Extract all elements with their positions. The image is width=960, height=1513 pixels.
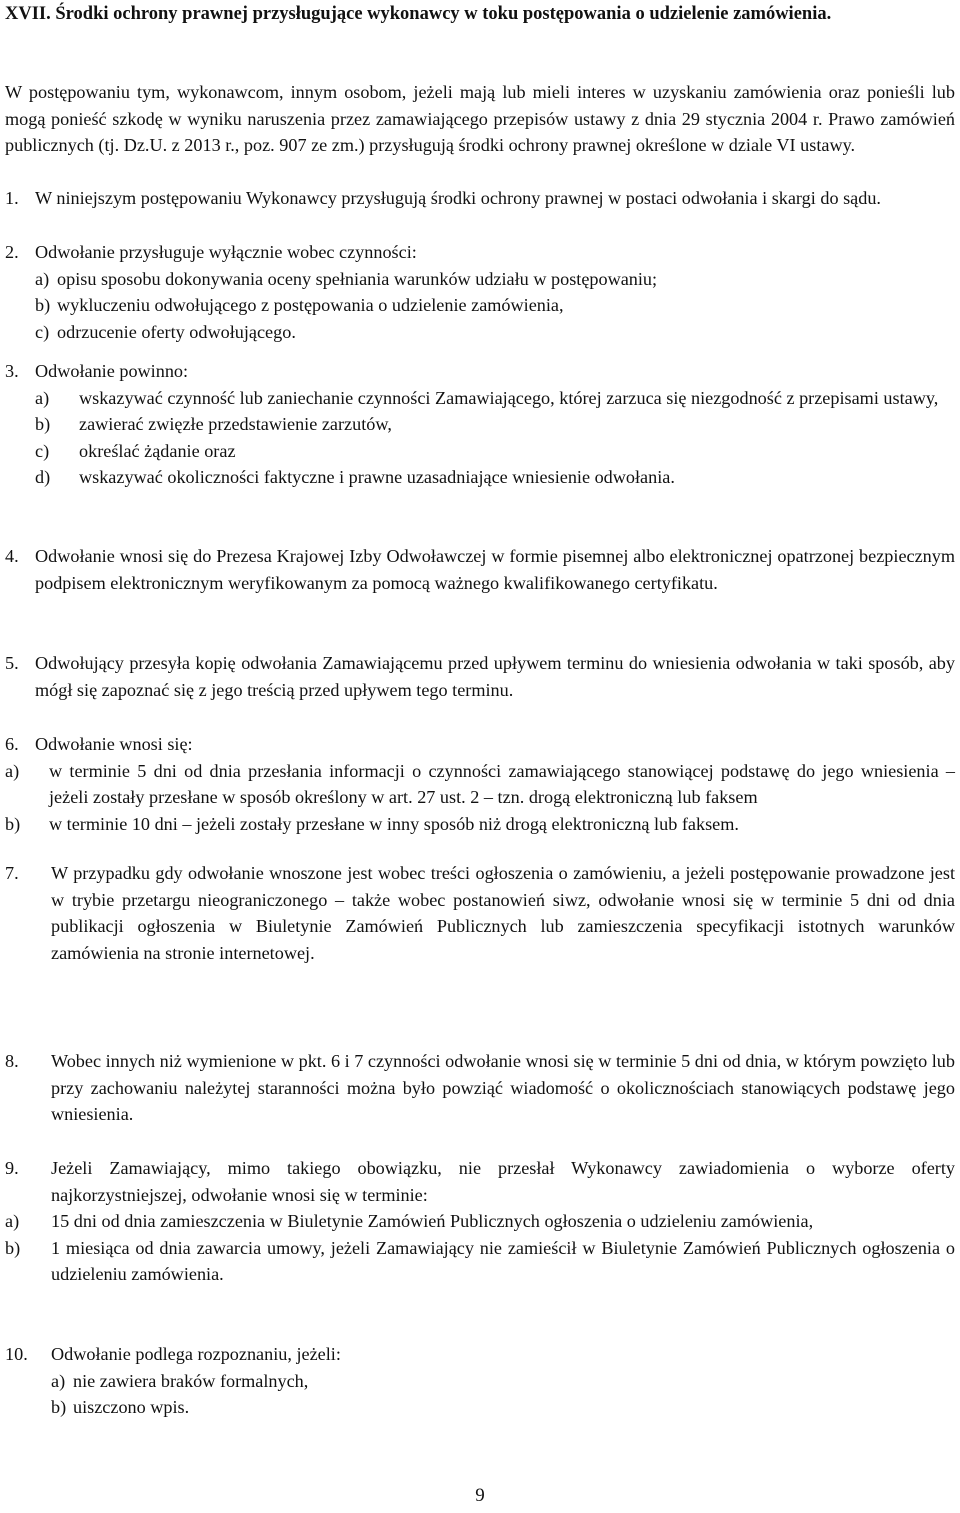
- sub-label: a): [35, 268, 50, 289]
- sub-text: wykluczeniu odwołującego z postępowania o udzielenie zamówienia,: [57, 295, 564, 315]
- item-number: 2.: [5, 242, 19, 262]
- list-item-7: [5, 860, 955, 966]
- item-number: 6.: [5, 734, 19, 754]
- sub-label: c): [35, 321, 50, 342]
- item-text: Odwołanie powinno:: [35, 361, 189, 381]
- sub-item: [35, 438, 955, 465]
- list-item-8: [5, 1048, 955, 1128]
- list-item-9: [5, 1155, 955, 1288]
- item-number: 9.: [5, 1158, 19, 1178]
- sub-label: a): [35, 387, 50, 408]
- item-number: 10.: [5, 1344, 28, 1364]
- sub-item: [35, 411, 955, 438]
- list-item-4: [5, 543, 955, 596]
- list-item-2: [5, 239, 955, 345]
- item-number: 1.: [5, 188, 19, 208]
- sub-item: [51, 1368, 955, 1395]
- sub-item: [35, 464, 955, 491]
- sub-label: d): [35, 467, 51, 487]
- sub-list: [5, 1368, 955, 1421]
- item-text: Wobec innych niż wymienione w pkt. 6 i 7 czynności odwołanie wnosi się w terminie 5 dni od dnia, w którym powzięto lub przy zachowaniu należytej staranności można było powziąć wiadomość o okolicznościach stanowiących podstawę jego wniesienia.: [51, 1051, 955, 1124]
- sub-text: odrzucenie oferty odwołującego.: [57, 321, 296, 342]
- item-text: Odwołanie podlega rozpoznaniu, jeżeli:: [51, 1344, 341, 1364]
- item-text: Odwołanie wnosi się do Prezesa Krajowej Izby Odwoławczej w formie pisemnej albo elektronicznej opatrzonej bezpiecznym podpisem elektronicznym weryfikowanym za pomocą ważnego kwalifikowanego certyfikatu.: [35, 546, 955, 593]
- item-text: W niniejszym postępowaniu Wykonawcy przysługują środki ochrony prawnej w postaci odwołania i skargi do sądu.: [35, 188, 881, 208]
- item-number: 8.: [5, 1051, 19, 1071]
- sub-item: [35, 385, 955, 412]
- sub-label: b): [5, 813, 21, 834]
- list-item-10: [5, 1341, 955, 1421]
- list-item-5: [5, 650, 955, 703]
- sub-item: [5, 758, 955, 811]
- sub-item: [5, 1208, 955, 1235]
- item-number: 5.: [5, 653, 19, 673]
- sub-text: wskazywać okoliczności faktyczne i prawne uzasadniające wniesienie odwołania.: [79, 467, 675, 487]
- intro-paragraph: W postępowaniu tym, wykonawcom, innym osobom, jeżeli mają lub mieli interes w uzyskaniu zamówienia oraz ponieśli lub mogą ponieść szkodę w wyniku naruszenia przez zamawiającego przepisów ustawy z dnia 29 stycznia 2004 r. Prawo zamówień publicznych (tj. Dz.U. z 2013 r., poz. 907 ze zm.) przysługują środki ochrony prawnej określone w dziale VI ustawy.: [5, 82, 955, 155]
- sub-text: określać żądanie oraz: [79, 440, 236, 461]
- item-number: 7.: [5, 863, 19, 883]
- item-text: Odwołanie wnosi się:: [35, 734, 193, 754]
- item-text: Odwołujący przesyła kopię odwołania Zamawiającemu przed upływem terminu do wniesienia odwołania w taki sposób, aby mógł się zapoznać się z jego treścią przed upływem tego terminu.: [35, 653, 955, 700]
- sub-label: c): [35, 440, 50, 461]
- section-heading: XVII. Środki ochrony prawnej przysługujące wykonawcy w toku postępowania o udzielenie zamówienia.: [5, 4, 832, 24]
- sub-list: [5, 758, 955, 838]
- item-text: Odwołanie przysługuje wyłącznie wobec czynności:: [35, 242, 417, 262]
- sub-text: wskazywać czynność lub zaniechanie czynności Zamawiającego, której zarzuca się niezgodność z przepisami ustawy,: [79, 387, 939, 408]
- sub-text: w terminie 10 dni – jeżeli zostały przesłane w inny sposób niż drogą elektroniczną lub faksem.: [49, 813, 739, 834]
- sub-item: [35, 319, 955, 346]
- item-number: 3.: [5, 361, 19, 381]
- sub-text: uiszczono wpis.: [73, 1397, 190, 1417]
- sub-label: a): [5, 760, 20, 781]
- sub-label: a): [5, 1211, 20, 1231]
- sub-item: [5, 811, 955, 838]
- sub-label: a): [51, 1370, 66, 1391]
- sub-item: [35, 292, 955, 319]
- list-item-3: [5, 358, 955, 491]
- sub-item: [51, 1394, 955, 1421]
- item-text: Jeżeli Zamawiający, mimo takiego obowiązku, nie przesłał Wykonawcy zawiadomienia o wyborze oferty najkorzystniejszej, odwołanie wnosi się w terminie:: [51, 1158, 955, 1205]
- sub-label: b): [35, 295, 51, 315]
- sub-label: b): [35, 414, 51, 434]
- sub-item: [35, 266, 955, 293]
- sub-list: [5, 1208, 955, 1288]
- sub-label: b): [5, 1237, 21, 1258]
- sub-text: 15 dni od dnia zamieszczenia w Biuletynie Zamówień Publicznych ogłoszenia o udzieleniu zamówienia,: [51, 1211, 814, 1231]
- item-number: 4.: [5, 546, 19, 566]
- list-item-1: [5, 185, 955, 212]
- sub-text: 1 miesiąca od dnia zawarcia umowy, jeżeli Zamawiający nie zamieścił w Biuletynie Zamówień Publicznych ogłoszenia o udzieleniu zamówienia.: [51, 1237, 955, 1284]
- item-text: W przypadku gdy odwołanie wnoszone jest wobec treści ogłoszenia o zamówieniu, a jeżeli postępowanie prowadzone jest w trybie przetargu nieograniczonego – także wobec postanowień siwz, odwołanie wnosi się w terminie 5 dni od dnia publikacji ogłoszenia w Biuletynie Zamówień Publicznych lub zamieszczenia specyfikacji istotnych warunków zamówienia na stronie internetowej.: [51, 863, 955, 963]
- sub-label: b): [51, 1397, 67, 1417]
- sub-list: [5, 266, 955, 346]
- list-item-6: [5, 731, 955, 837]
- sub-text: zawierać zwięzłe przedstawienie zarzutów,: [79, 414, 392, 434]
- sub-text: nie zawiera braków formalnych,: [73, 1370, 309, 1391]
- sub-text: w terminie 5 dni od dnia przesłania informacji o czynności zamawiającego stanowiącej podstawę do jego wniesienia – jeżeli zostały przesłane w sposób określony w art. 27 ust. 2 – tzn. drogą elektroniczną lub faksem: [49, 760, 955, 807]
- page-number: 9: [475, 1485, 485, 1506]
- sub-text: opisu sposobu dokonywania oceny spełniania warunków udziału w postępowaniu;: [57, 268, 658, 289]
- sub-item: [5, 1235, 955, 1288]
- sub-list: [5, 385, 955, 491]
